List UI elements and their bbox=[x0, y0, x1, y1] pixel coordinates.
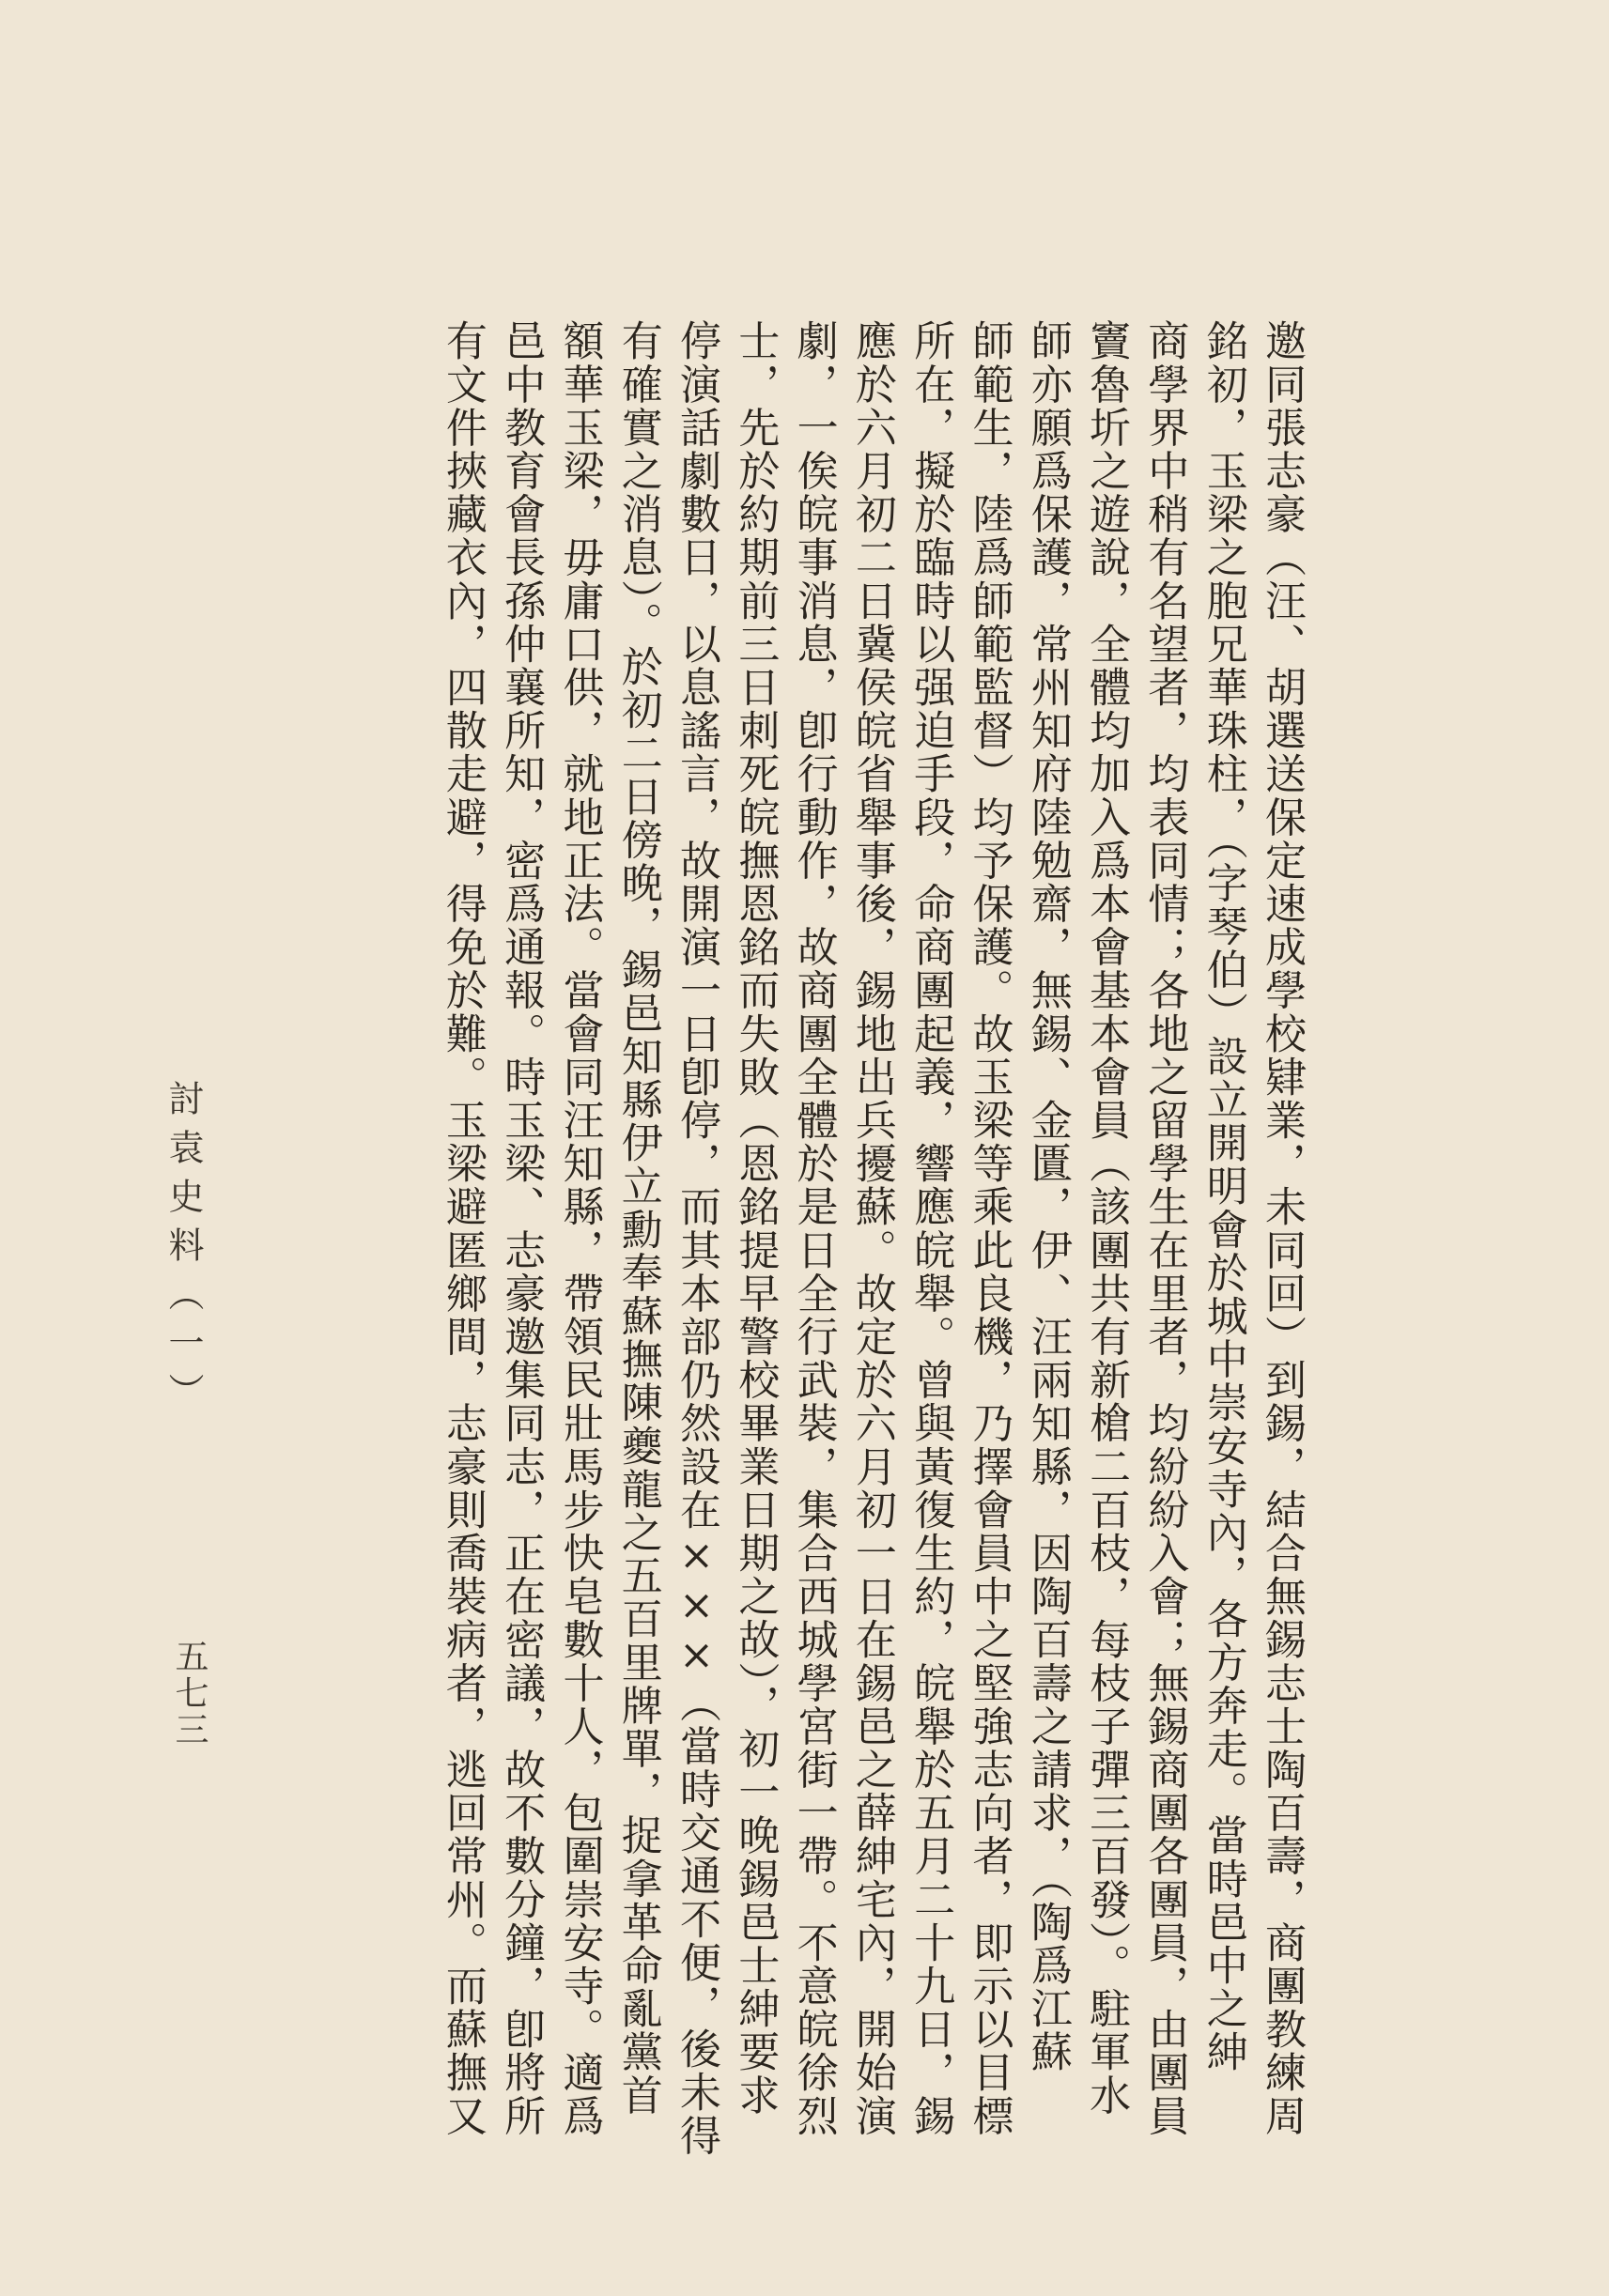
text-line: 有文件挾藏衣內，四散走避，得免於難。玉梁避匿鄉間，志豪則喬裝病者，逃回常州。而蘇撫又 bbox=[438, 319, 487, 2138]
text-line: 竇魯圻之遊說，全體均加入爲本會基本會員（該團共有新槍二百枝，每枝子彈三百發）。駐軍水 bbox=[1082, 319, 1131, 2118]
text-line: 額華玉梁，毋庸口供，就地正法。當會同汪知縣，帶領民壯馬步快皂數十人，包圍崇安寺。適爲 bbox=[555, 319, 604, 2138]
text-line: 停演話劇數日，以息謠言，故開演一日卽停，而其本部仍然設在×××（當時交通不便，後未得 bbox=[673, 319, 721, 2158]
text-line: 劇，一俟皖事消息，卽行動作，故商團全體於是日全行武裝，集合西城學宮街一帶。不意皖徐烈 bbox=[789, 319, 838, 2138]
text-line: 銘初，玉梁之胞兄華珠柱，（字琴伯）設立開明會於城中崇安寺內，各方奔走。當時邑中之紳 bbox=[1199, 319, 1247, 2074]
book-title: 討袁史料（一） bbox=[162, 1080, 204, 1422]
text-line: 所在，擬於臨時以强迫手段，命商團起義，響應皖舉。曾與黃復生約，皖舉於五月二十九日，錫 bbox=[906, 319, 955, 2138]
text-line: 邑中教育會長孫仲襄所知，密爲通報。時玉梁、志豪邀集同志，正在密議，故不數分鐘，卽將所 bbox=[497, 319, 546, 2138]
text-line: 師範生，陸爲師範監督）均予保護。故玉梁等乘此良機，乃擇會員中之堅強志向者，即示以目標 bbox=[965, 319, 1013, 2138]
text-line: 師亦願爲保護，常州知府陸勉齋，無錫、金匱，伊、汪兩知縣，因陶百壽之請求，（陶爲江蘇 bbox=[1023, 319, 1072, 2074]
text-line: 士，先於約期前三日刺死皖撫恩銘而失敗（恩銘提早警校畢業日期之故），初一晚錫邑士紳要求 bbox=[731, 319, 780, 2118]
text-line: 應於六月初二日冀侯皖省舉事後，錫地出兵擾蘇。故定於六月初一日在錫邑之薛紳宅內，開始演 bbox=[847, 319, 896, 2138]
text-line: 邀同張志豪（汪、胡選送保定速成學校肄業，未同回）到錫，結合無錫志士陶百壽，商團教練周 bbox=[1258, 319, 1306, 2138]
text-line: 商學界中稍有名望者，均表同情；各地之留學生在里者，均紛紛入會；無錫商團各團員，由團員 bbox=[1140, 319, 1189, 2138]
page-number: 五七三 bbox=[170, 1639, 209, 1749]
text-line: 有確實之消息）。於初二日傍晚，錫邑知縣伊立勳奉蘇撫陳夔龍之五百里牌單，捉拿革命亂黨首 bbox=[613, 319, 662, 2118]
main-text bbox=[433, 319, 1310, 2158]
